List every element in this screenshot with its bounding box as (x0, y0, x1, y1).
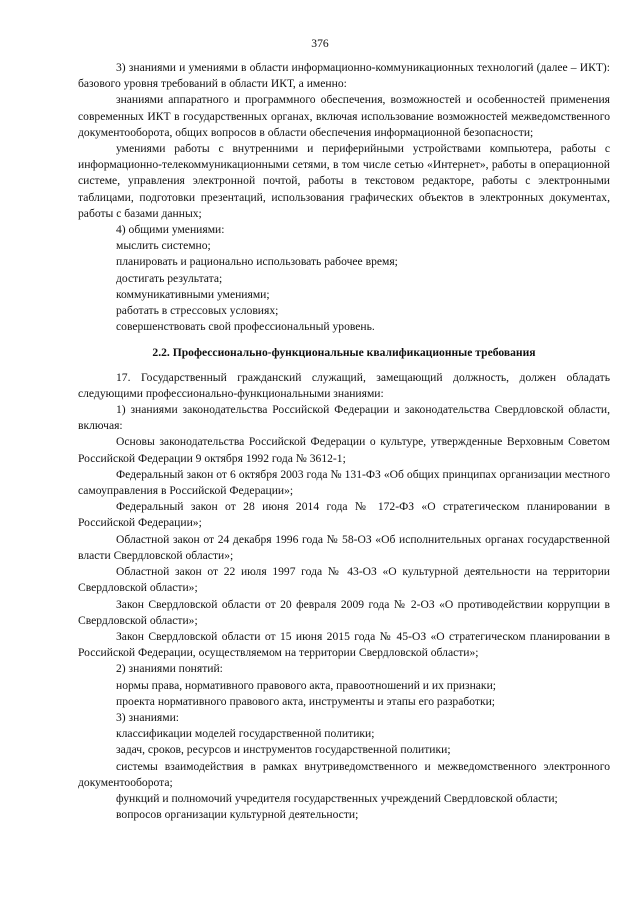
paragraph: планировать и рационально использовать рабочее время; (116, 255, 398, 269)
paragraph: Федеральный закон от 28 июня 2014 года № 172-ФЗ «О стратегическом планировании в Российской Федерации»; (78, 500, 610, 530)
page-content (78, 60, 610, 823)
paragraph: работать в стрессовых условиях; (116, 304, 279, 318)
paragraph: Областной закон от 24 декабря 1996 года № 58-ОЗ «Об исполнительных органах государственной власти Свердловской области»; (78, 532, 610, 562)
paragraph: Основы законодательства Российской Федерации о культуре, утвержденные Верховным Советом Российской Федерации 9 октября 1992 года № 3612-1; (78, 435, 610, 465)
paragraph: Закон Свердловской области от 20 февраля 2009 года № 2-ОЗ «О противодействии коррупции в Свердловской области»; (78, 597, 610, 627)
requirements-section (78, 370, 610, 824)
competency-section (78, 60, 610, 335)
paragraph: Закон Свердловской области от 15 июня 2015 года № 45-ОЗ «О стратегическом планировании в Российской Федерации, осуществляемом на территории Свердловской области»; (78, 629, 610, 660)
section-heading: 2.2. Профессионально-функциональные квалификационные требования (152, 346, 536, 360)
paragraph: Федеральный закон от 6 октября 2003 года № 131-ФЗ «Об общих принципах организации местного самоуправления в Российской Федерации»; (78, 467, 610, 498)
paragraph: умениями работы с внутренними и периферийными устройствами компьютера, работы с информационно-телекоммуникационными сетями, в том числе сетью «Интернет», работы в операционной системе, управления электронной почтой, работы в текстовом редакторе, работы с электронными таблицами, подготовки презентаций, использования графических объектов в электронных документах, работы с базами данных; (78, 142, 610, 220)
paragraph: 2) знаниями понятий: (116, 662, 223, 676)
paragraph: совершенствовать свой профессиональный уровень. (116, 320, 375, 334)
paragraph: системы взаимодействия в рамках внутриведомственного и межведомственного электронного документооборота; (78, 759, 610, 789)
paragraph: задач, сроков, ресурсов и инструментов государственной политики; (116, 743, 451, 757)
paragraph: классификации моделей государственной политики; (116, 727, 375, 741)
paragraph: 1) знаниями законодательства Российской Федерации и законодательства Свердловской области, включая: (78, 403, 610, 433)
page-number: 376 (311, 37, 329, 50)
paragraph: мыслить системно; (116, 239, 211, 253)
paragraph: Областной закон от 22 июля 1997 года № 43-ОЗ «О культурной деятельности на территории Свердловской области»; (78, 565, 610, 595)
paragraph: проекта нормативного правового акта, инструменты и этапы его разработки; (116, 694, 496, 708)
paragraph: достигать результата; (116, 271, 223, 285)
paragraph: знаниями аппаратного и программного обеспечения, возможностей и особенностей применения современных ИКТ в государственных органах, включая использование возможностей межведомственного документооборота, общих вопросов в области обеспечения информационной безопасности; (78, 93, 610, 139)
paragraph: 3) знаниями и умениями в области информационно-коммуникационных технологий (далее – ИКТ): базового уровня требований в области ИКТ, а именно: (78, 61, 610, 91)
paragraph: 4) общими умениями: (116, 223, 225, 237)
paragraph: 17. Государственный гражданский служащий, замещающий должность, должен обладать следующими профессионально-функциональными знаниями: (78, 370, 610, 400)
paragraph: коммуникативными умениями; (116, 287, 270, 301)
paragraph: нормы права, нормативного правового акта, правоотношений и их признаки; (116, 678, 496, 692)
paragraph: функций и полномочий учредителя государственных учреждений Свердловской области; (116, 791, 558, 805)
paragraph: вопросов организации культурной деятельности; (116, 808, 359, 822)
paragraph: 3) знаниями: (116, 710, 179, 724)
